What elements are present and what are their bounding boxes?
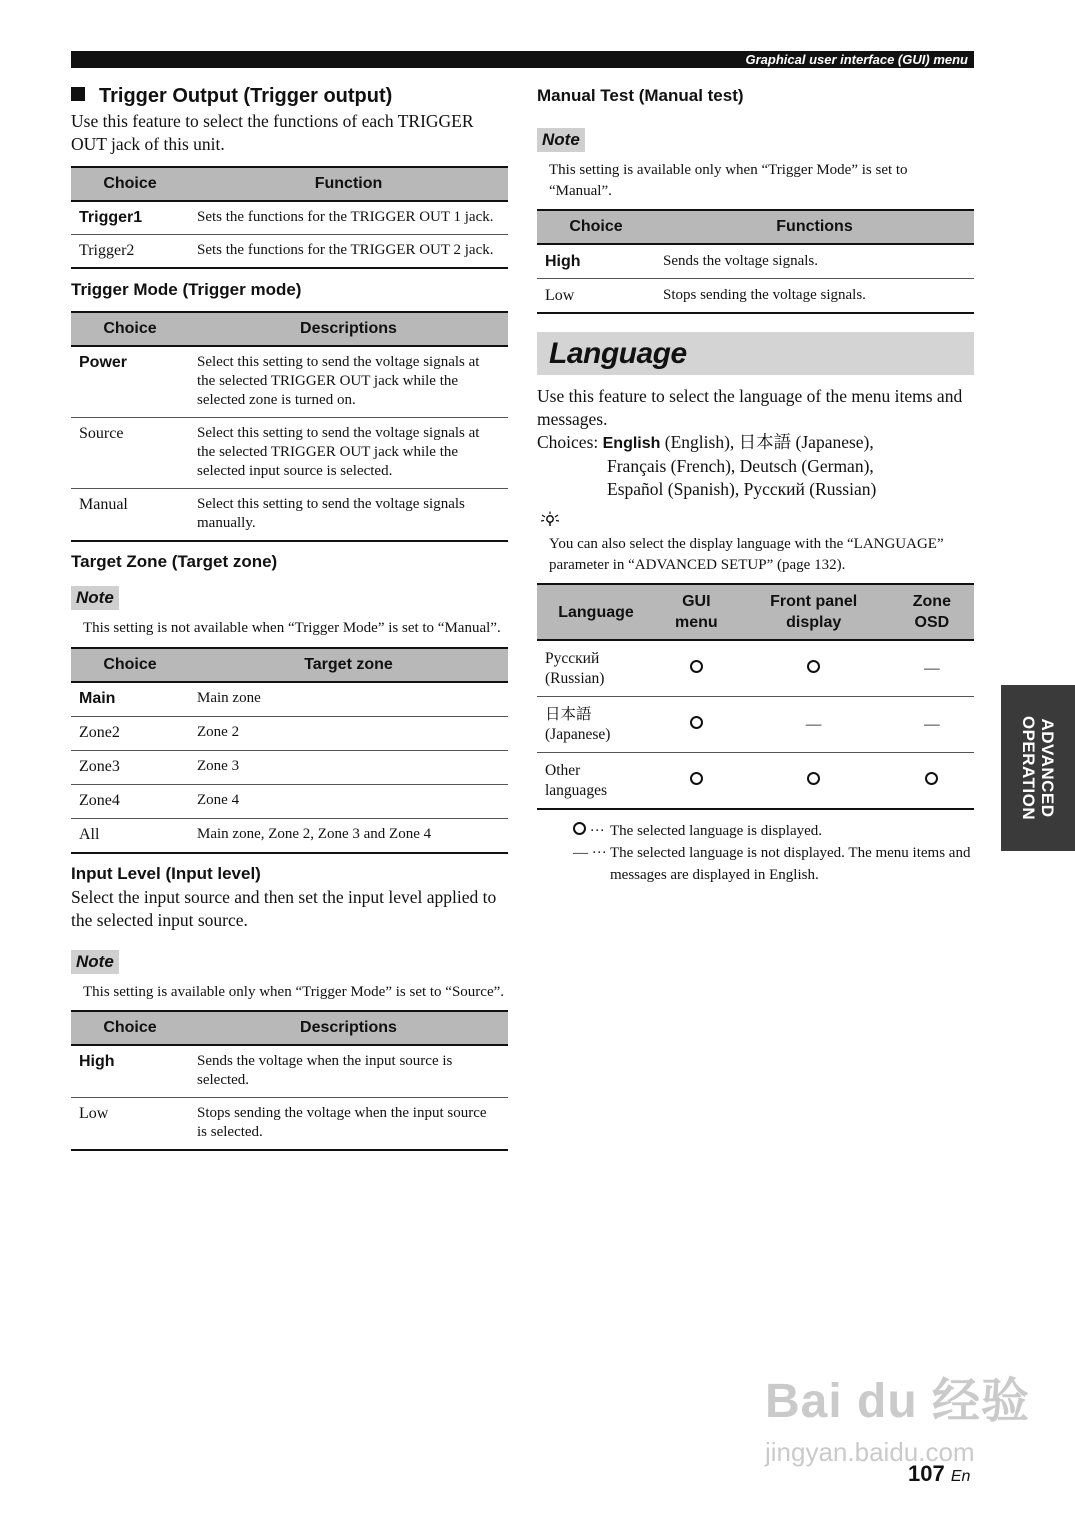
table-header: Choice bbox=[71, 648, 189, 682]
table-row: Low Stops sending the voltage signals. bbox=[537, 279, 974, 314]
square-bullet-icon bbox=[71, 87, 85, 101]
support-cell bbox=[655, 753, 738, 810]
input-level-heading: Input Level (Input level) bbox=[71, 863, 261, 883]
table-header: Choice bbox=[71, 312, 189, 346]
target-zone-note: This setting is not available when “Trigger Mode” is set to “Manual”. bbox=[83, 620, 501, 636]
manual-test-table bbox=[537, 209, 974, 314]
legend-row: — ··· The selected language is not displayed. The menu items and messages are displayed in English. bbox=[573, 845, 971, 883]
page-header-bar bbox=[71, 51, 974, 68]
table-row: Low Stops sending the voltage when the input source is selected. bbox=[71, 1098, 508, 1151]
trigger-mode-table bbox=[71, 311, 508, 542]
language-tip: You can also select the display language with the “LANGUAGE” parameter in “ADVANCED SETUP” (page 132). bbox=[549, 536, 944, 573]
table-header: Language bbox=[537, 584, 655, 640]
language-legend bbox=[573, 820, 974, 886]
circle-icon bbox=[690, 772, 703, 785]
advanced-operation-tab: ADVANCED OPERATION bbox=[1001, 685, 1075, 851]
table-header: GUI menu bbox=[655, 584, 738, 640]
table-header: Descriptions bbox=[189, 1011, 508, 1045]
circle-icon bbox=[690, 660, 703, 673]
table-row: Other languages bbox=[537, 753, 974, 810]
circle-icon bbox=[807, 772, 820, 785]
input-level-desc: Select the input source and then set the input level applied to the selected input source. bbox=[71, 886, 497, 930]
table-header: Descriptions bbox=[189, 312, 508, 346]
page-header-title: Graphical user interface (GUI) menu bbox=[745, 52, 968, 67]
circle-icon bbox=[925, 772, 938, 785]
table-row: High Sends the voltage signals. bbox=[537, 244, 974, 279]
input-level-table bbox=[71, 1010, 508, 1151]
target-zone-table bbox=[71, 647, 508, 854]
table-header: Front panel display bbox=[738, 584, 890, 640]
table-row: Manual Select this setting to send the voltage signals manually. bbox=[71, 489, 508, 542]
table-row: Zone2 Zone 2 bbox=[71, 716, 508, 750]
table-row: Zone4 Zone 4 bbox=[71, 784, 508, 818]
trigger-mode-heading: Trigger Mode (Trigger mode) bbox=[71, 280, 302, 299]
table-header: Target zone bbox=[189, 648, 508, 682]
table-row: Main Main zone bbox=[71, 682, 508, 717]
manual-test-heading: Manual Test (Manual test) bbox=[537, 86, 744, 105]
trigger-output-desc: Use this feature to select the functions of each TRIGGER OUT jack of this unit. bbox=[71, 111, 474, 154]
input-level-note: This setting is available only when “Trigger Mode” is set to “Source”. bbox=[83, 983, 505, 1000]
support-cell: — bbox=[738, 697, 890, 753]
table-row: High Sends the voltage when the input source is selected. bbox=[71, 1045, 508, 1098]
circle-icon bbox=[690, 716, 703, 729]
note-label: Note bbox=[537, 128, 585, 152]
circle-icon bbox=[807, 660, 820, 673]
table-header: Choice bbox=[537, 210, 655, 244]
table-row: All Main zone, Zone 2, Zone 3 and Zone 4 bbox=[71, 818, 508, 853]
target-zone-heading: Target Zone (Target zone) bbox=[71, 552, 278, 571]
table-header: Functions bbox=[655, 210, 974, 244]
support-cell: — bbox=[890, 697, 974, 753]
table-header: Choice bbox=[71, 1011, 189, 1045]
support-cell bbox=[738, 753, 890, 810]
table-header: Choice bbox=[71, 167, 189, 201]
language-choices: Choices: English (English), 日本語 (Japanese), Français (French), Deutsch (German), Español (Spanish), Русский (Russian) bbox=[537, 432, 877, 499]
note-label: Note bbox=[71, 586, 119, 610]
support-cell bbox=[738, 640, 890, 697]
language-table bbox=[537, 583, 974, 810]
table-row: Trigger1 Sets the functions for the TRIGGER OUT 1 jack. bbox=[71, 201, 508, 235]
table-row: Power Select this setting to send the voltage signals at the selected TRIGGER OUT jack while the selected zone is turned on. bbox=[71, 346, 508, 418]
trigger-output-table bbox=[71, 166, 508, 269]
table-row: Source Select this setting to send the voltage signals at the selected TRIGGER OUT jack while the selected input source is selected. bbox=[71, 418, 508, 489]
table-row: 日本語 (Japanese) — — bbox=[537, 697, 974, 753]
lightbulb-tip-icon bbox=[539, 511, 974, 532]
language-desc: Use this feature to select the language of the menu items and messages. bbox=[537, 386, 963, 429]
watermark: Bai du 经验 jingyan.baidu.com bbox=[765, 1375, 1031, 1467]
table-row: Русский (Russian) — bbox=[537, 640, 974, 697]
page-number: 107 En bbox=[908, 1461, 971, 1486]
support-cell bbox=[655, 640, 738, 697]
manual-test-note: This setting is available only when “Trigger Mode” is set to “Manual”. bbox=[549, 162, 908, 199]
trigger-output-heading: Trigger Output (Trigger output) bbox=[71, 82, 508, 110]
table-header: Zone OSD bbox=[890, 584, 974, 640]
note-label: Note bbox=[71, 950, 119, 974]
table-row: Zone3 Zone 3 bbox=[71, 750, 508, 784]
table-header: Function bbox=[189, 167, 508, 201]
legend-row: ··· The selected language is displayed. bbox=[573, 820, 974, 842]
table-row: Trigger2 Sets the functions for the TRIGGER OUT 2 jack. bbox=[71, 235, 508, 269]
support-cell bbox=[890, 753, 974, 810]
right-column bbox=[537, 82, 974, 886]
support-cell bbox=[655, 697, 738, 753]
support-cell: — bbox=[890, 640, 974, 697]
left-column bbox=[71, 82, 508, 1151]
language-section-title: Language bbox=[537, 332, 974, 375]
circle-icon bbox=[573, 822, 586, 835]
